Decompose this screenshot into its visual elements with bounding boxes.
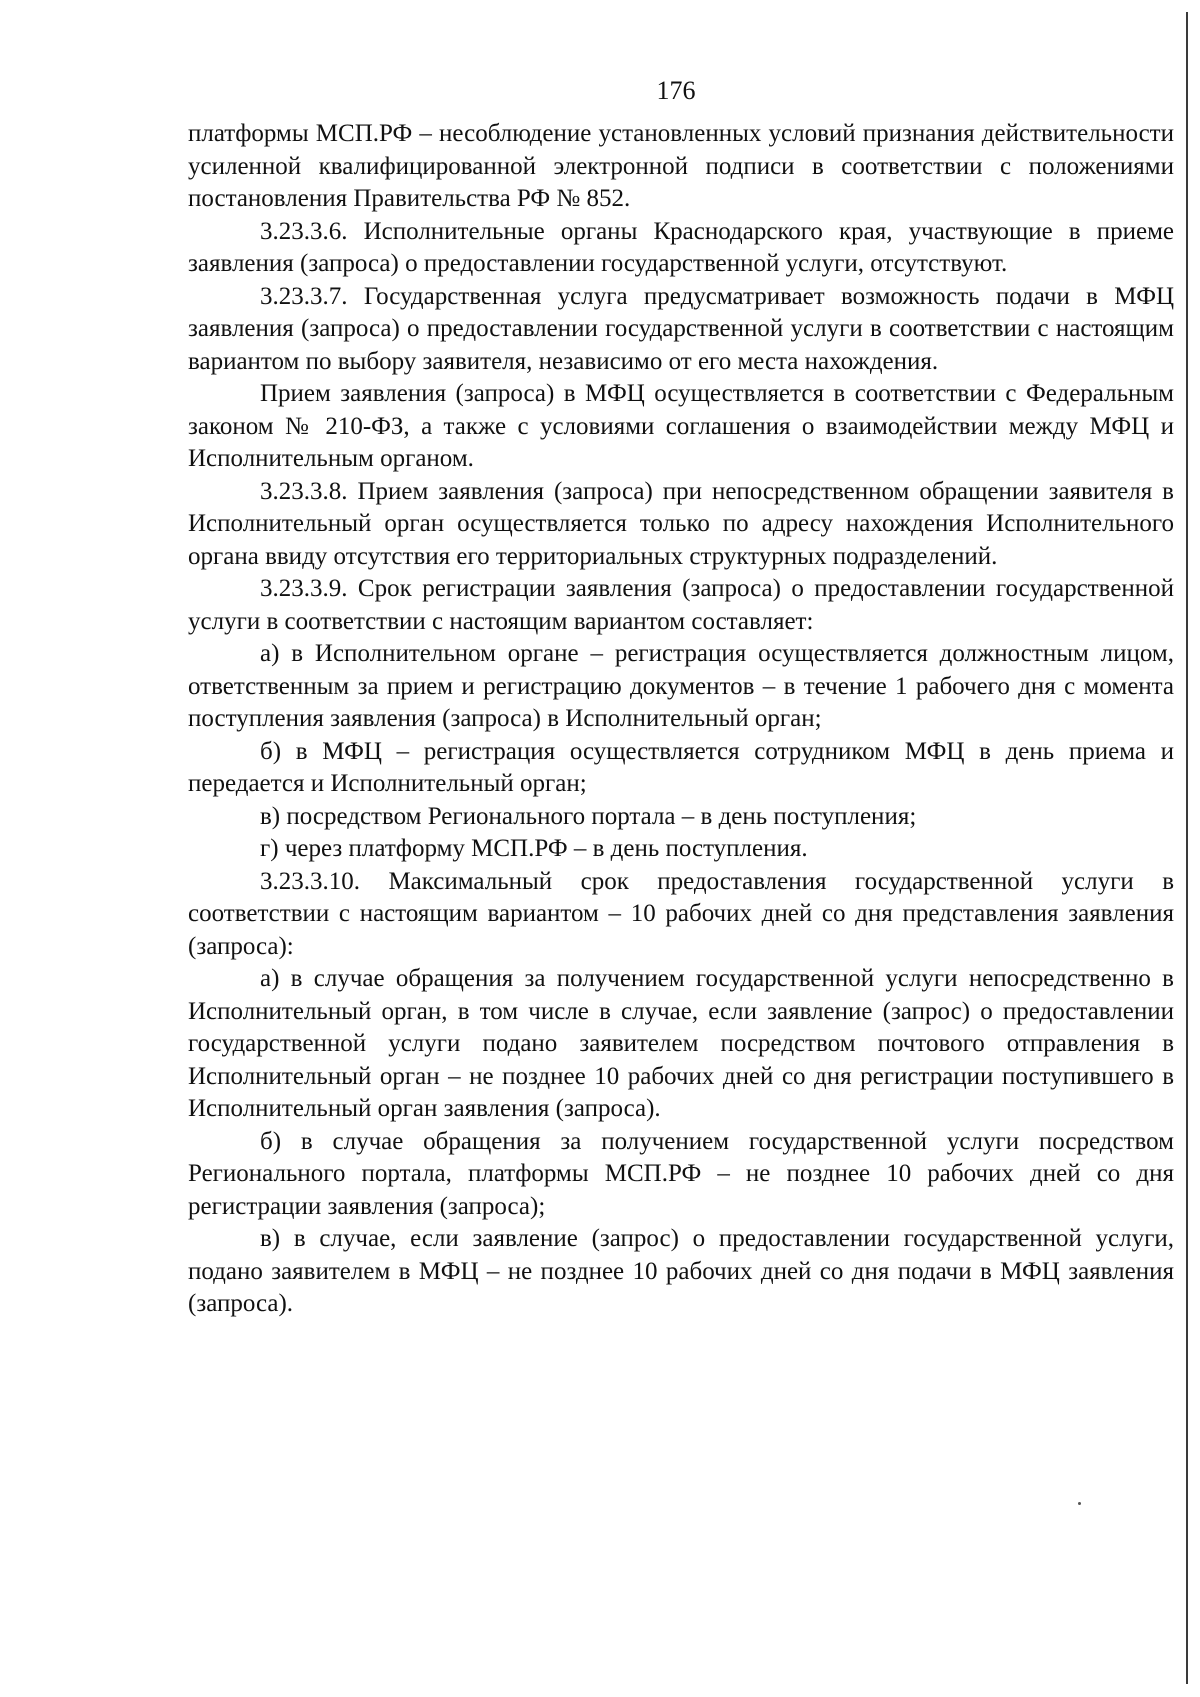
- paragraph-3-23-3-6: 3.23.3.6. Исполнительные органы Краснодарского края, участвующие в приеме заявления (запроса) о предоставлении государственной услуги, отсутствуют.: [188, 217, 1174, 277]
- list-item-v-registration: в) посредством Регионального портала – в день поступления;: [260, 802, 917, 830]
- paragraph-mfc-reception: Прием заявления (запроса) в МФЦ осуществляется в соответствии с Федеральным законом № 210-ФЗ, а также с условиями соглашения о взаимодействии между МФЦ и Исполнительным органом.: [188, 380, 1174, 472]
- scan-edge-line: [1186, 12, 1188, 1684]
- list-item-v-deadline: в) в случае, если заявление (запрос) о предоставлении государственной услуги, подано заявителем в МФЦ – не позднее 10 рабочих дней со дня подачи в МФЦ заявления (запроса).: [188, 1225, 1174, 1317]
- list-item-b-registration: б) в МФЦ – регистрация осуществляется сотрудником МФЦ в день приема и передается и Исполнительный орган;: [188, 737, 1174, 797]
- page-number: 176: [656, 76, 696, 105]
- paragraph-continuation: платформы МСП.РФ – несоблюдение установленных условий признания действительности усиленной квалифицированной электронной подписи в соответствии с положениями постановления Правительства РФ № 852.: [188, 120, 1174, 212]
- paragraph-3-23-3-8: 3.23.3.8. Прием заявления (запроса) при непосредственном обращении заявителя в Исполнительный орган осуществляется только по адресу нахождения Исполнительного органа ввиду отсутствия его территориальных структурных подразделений.: [188, 477, 1174, 570]
- scan-speck: [1078, 1502, 1081, 1505]
- document-body: [188, 118, 1174, 1321]
- list-item-g-registration: г) через платформу МСП.РФ – в день поступления.: [260, 835, 808, 862]
- paragraph-3-23-3-10: 3.23.3.10. Максимальный срок предоставления государственной услуги в соответствии с настоящим вариантом – 10 рабочих дней со дня представления заявления (запроса):: [188, 867, 1174, 960]
- list-item-b-deadline: б) в случае обращения за получением государственной услуги посредством Регионального портала, платформы МСП.РФ – не позднее 10 рабочих дней со дня регистрации заявления (запроса);: [188, 1127, 1174, 1220]
- list-item-a-registration: а) в Исполнительном органе – регистрация осуществляется должностным лицом, ответственным за прием и регистрацию документов – в течение 1 рабочего дня с момента поступления заявления (запроса) в Исполнительный орган;: [188, 640, 1174, 732]
- paragraph-3-23-3-9: 3.23.3.9. Срок регистрации заявления (запроса) о предоставлении государственной услуги в соответствии с настоящим вариантом составляет:: [188, 575, 1174, 635]
- paragraph-3-23-3-7: 3.23.3.7. Государственная услуга предусматривает возможность подачи в МФЦ заявления (запроса) о предоставлении государственной услуги в соответствии с настоящим вариантом по выбору заявителя, независимо от его места нахождения.: [188, 282, 1174, 375]
- list-item-a-deadline: а) в случае обращения за получением государственной услуги непосредственно в Исполнительный орган, в том числе в случае, если заявление (запрос) о предоставлении государственной услуги подано заявителем посредством почтового отправления в Исполнительный орган – не позднее 10 рабочих дней со дня регистрации поступившего в Исполнительный орган заявления (запроса).: [188, 965, 1174, 1122]
